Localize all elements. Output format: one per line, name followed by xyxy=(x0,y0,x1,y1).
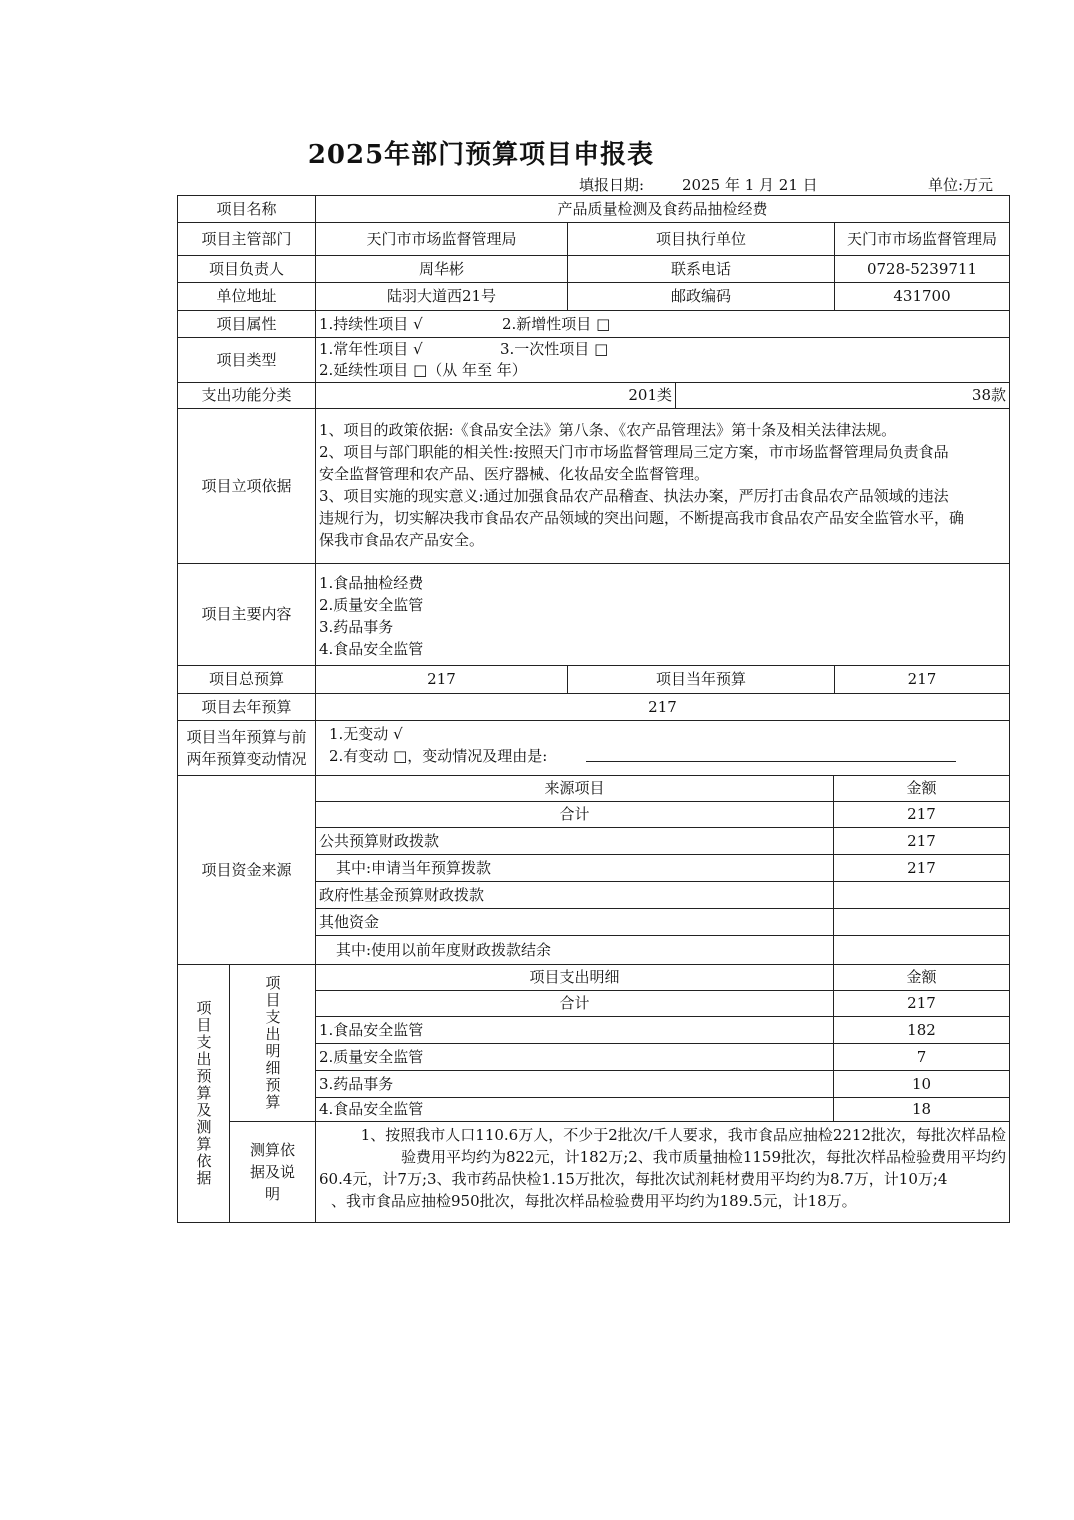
attribute-options xyxy=(315,310,1010,338)
unit-label: 单位:万元 xyxy=(928,176,994,194)
funding-item-amount xyxy=(833,908,1010,936)
basis-line: 2、项目与部门职能的相关性:按照天门市市场监督管理局三定方案，市市场监督管理局负责食品 xyxy=(319,443,949,461)
funding-item-amount xyxy=(833,935,1010,965)
address-label: 单位地址 xyxy=(177,282,316,311)
function-item-value: 38款 xyxy=(675,382,1010,409)
current-budget-label: 项目当年预算 xyxy=(567,665,835,694)
function-class-value: 201类 xyxy=(315,382,676,409)
expense-item-amount: 18 xyxy=(833,1097,1010,1122)
type-option-1: 1.常年性项目 √ xyxy=(319,340,423,358)
change-option-2: 2.有变动 □，变动情况及理由是: xyxy=(329,747,548,765)
leader-label: 项目负责人 xyxy=(177,255,316,283)
funding-item-name: 其中:申请当年预算拨款 xyxy=(315,854,834,882)
dept-label: 项目主管部门 xyxy=(177,222,316,256)
fill-date-value: 2025 年 1 月 21 日 xyxy=(682,176,818,194)
funding-item-name: 其中:使用以前年度财政拨款结余 xyxy=(315,935,834,965)
expense-item-name: 2.质量安全监管 xyxy=(315,1043,834,1071)
change-label-line: 两年预算变动情况 xyxy=(186,750,307,768)
change-options xyxy=(315,720,1010,776)
funding-item-name: 合计 xyxy=(315,801,834,828)
basis-line: 违规行为，切实解决我市食品农产品领域的突出问题，不断提高我市食品农产品安全监管水平，确 xyxy=(319,509,965,527)
expense-basis-line: 60.4元，计7万;3、我市药品快检1.15万批次，每批次试剂耗材费用平均约为8.7万，计10万;4 xyxy=(319,1170,948,1188)
type-option-2: 2.延续性项目 □（从 年至 年） xyxy=(319,361,527,379)
basis-line: 3、项目实施的现实意义:通过加强食品农产品稽查、执法办案，严厉打击食品农产品领域的违法 xyxy=(319,487,949,505)
expense-basis-label-text: 测算依据及说明 xyxy=(249,1141,295,1203)
expense-item-amount: 10 xyxy=(833,1070,1010,1098)
expense-basis-text xyxy=(315,1121,1010,1223)
change-reason-blank xyxy=(586,746,956,762)
last-year-label: 项目去年预算 xyxy=(177,693,316,721)
expense-item-amount: 7 xyxy=(833,1043,1010,1071)
expense-header-amount: 金额 xyxy=(833,964,1010,991)
content-line: 4.食品安全监管 xyxy=(319,640,424,658)
change-option-1: 1.无变动 √ xyxy=(329,725,403,743)
funding-item-name: 公共预算财政拨款 xyxy=(315,827,834,855)
expense-header-detail: 项目支出明细 xyxy=(315,964,834,991)
type-label: 项目类型 xyxy=(177,337,316,383)
project-name-label: 项目名称 xyxy=(177,195,316,223)
type-option-3: 3.一次性项目 □ xyxy=(500,340,609,358)
expense-item-name: 3.药品事务 xyxy=(315,1070,834,1098)
funding-item-amount xyxy=(833,881,1010,909)
function-label: 支出功能分类 xyxy=(177,382,316,409)
total-budget-label: 项目总预算 xyxy=(177,665,316,694)
content-label: 项目主要内容 xyxy=(177,563,316,666)
total-budget-value: 217 xyxy=(315,665,568,694)
funding-item-name: 其他资金 xyxy=(315,908,834,936)
dept-value: 天门市市场监督管理局 xyxy=(315,222,568,256)
zip-label: 邮政编码 xyxy=(567,282,835,311)
last-year-value: 217 xyxy=(315,693,1010,721)
attribute-label: 项目属性 xyxy=(177,310,316,338)
content-line: 1.食品抽检经费 xyxy=(319,574,424,592)
project-name-value: 产品质量检测及食药品抽检经费 xyxy=(315,195,1010,223)
expense-basis-line: 、我市食品应抽检950批次，每批次样品检验费用平均约为189.5元，计18万。 xyxy=(331,1192,857,1210)
type-options xyxy=(315,337,1010,383)
expense-item-amount: 217 xyxy=(833,990,1010,1017)
change-label-line: 项目当年预算与前 xyxy=(186,728,307,746)
phone-label: 联系电话 xyxy=(567,255,835,283)
content-line: 2.质量安全监管 xyxy=(319,596,424,614)
leader-value: 周华彬 xyxy=(315,255,568,283)
funding-header-amount: 金额 xyxy=(833,775,1010,802)
funding-item-amount: 217 xyxy=(833,801,1010,828)
funding-header-source: 来源项目 xyxy=(315,775,834,802)
basis-line: 安全监督管理和农产品、医疗器械、化妆品安全监督管理。 xyxy=(319,465,710,483)
expense-item-amount: 182 xyxy=(833,1016,1010,1044)
funding-label: 项目资金来源 xyxy=(177,775,316,965)
funding-item-amount: 217 xyxy=(833,854,1010,882)
attribute-option-2: 2.新增性项目 □ xyxy=(502,315,611,333)
exec-unit-value: 天门市市场监督管理局 xyxy=(834,222,1010,256)
phone-value: 0728-5239711 xyxy=(834,255,1010,283)
basis-line: 1、项目的政策依据:《食品安全法》第八条、《农产品管理法》第十条及相关法律法规。 xyxy=(319,421,897,439)
basis-text xyxy=(315,408,1010,564)
expense-basis-line: 1、按照我市人口110.6万人，不少于2批次/千人要求，我市食品应抽检2212批次，每批次样品检 xyxy=(360,1126,1006,1144)
change-label xyxy=(177,720,316,776)
funding-item-amount: 217 xyxy=(833,827,1010,855)
funding-item-name: 政府性基金预算财政拨款 xyxy=(315,881,834,909)
expense-outer-label xyxy=(177,964,230,1223)
expense-item-name: 1.食品安全监管 xyxy=(315,1016,834,1044)
expense-item-name: 合计 xyxy=(315,990,834,1017)
current-budget-value: 217 xyxy=(834,665,1010,694)
expense-basis-label xyxy=(229,1121,316,1223)
basis-line: 保我市食品农产品安全。 xyxy=(319,531,485,549)
expense-item-name: 4.食品安全监管 xyxy=(315,1097,834,1122)
content-line: 3.药品事务 xyxy=(319,618,394,636)
address-value: 陆羽大道西21号 xyxy=(315,282,568,311)
expense-inner-label xyxy=(229,964,316,1122)
exec-unit-label: 项目执行单位 xyxy=(567,222,835,256)
basis-label: 项目立项依据 xyxy=(177,408,316,564)
content-text xyxy=(315,563,1010,666)
fill-date-label: 填报日期: xyxy=(579,176,645,194)
expense-outer-label-text: 项目支出预算及测算依据 xyxy=(194,1000,213,1187)
attribute-option-1: 1.持续性项目 √ xyxy=(319,315,423,333)
page-title: 2025年部门预算项目申报表 xyxy=(307,140,655,170)
expense-basis-line: 验费用平均约为822元，计182万;2、我市质量抽检1159批次，每批次样品检验费用平均约 xyxy=(400,1148,1006,1166)
expense-inner-label-text: 项目支出明细预算 xyxy=(263,975,282,1111)
zip-value: 431700 xyxy=(834,282,1010,311)
